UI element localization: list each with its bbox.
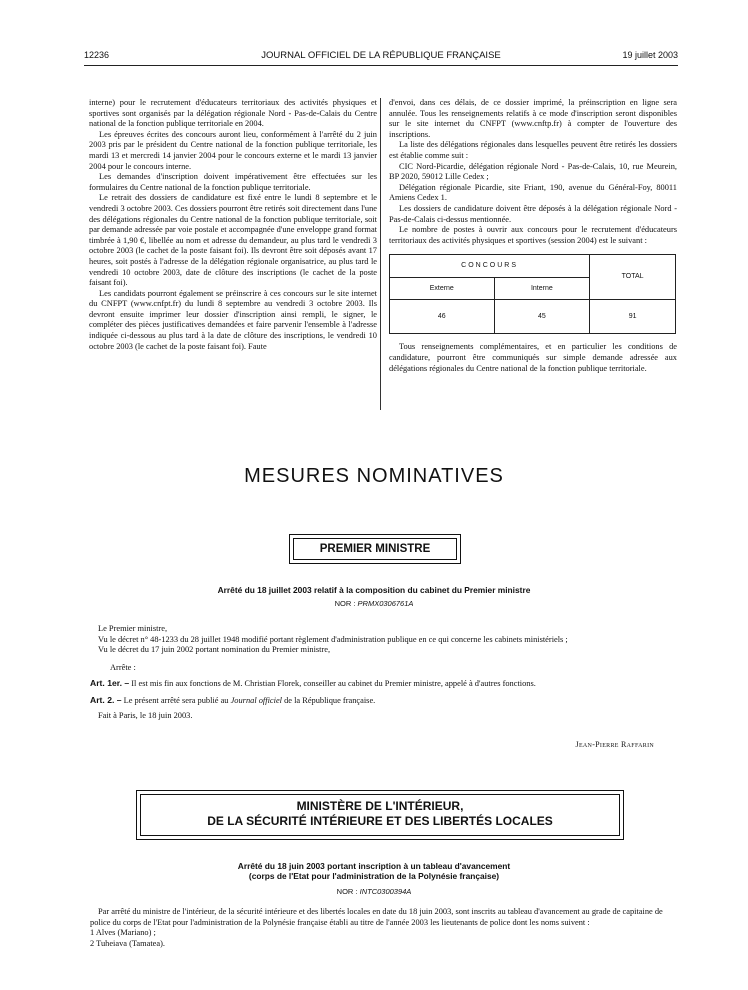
article-text: de la République française. <box>282 695 376 705</box>
arrete-word: Arrête : <box>110 662 136 672</box>
table-cell-total: 91 <box>590 300 676 334</box>
arrete-body <box>90 907 682 949</box>
paragraph: Par arrêté du ministre de l'intérieur, de la sécurité intérieure et des libertés locales en date du 18 juin 2003, sont inscrits au tableau d'avancement au grade de capitaine de police du corps de l'Etat pour l'administration de la Polynésie française établi au titre de l'année 2003 les lieutenants de police dont les noms suivent : <box>90 907 663 927</box>
journal-title: JOURNAL OFFICIEL DE LA RÉPUBLIQUE FRANÇAISE <box>261 50 501 61</box>
ministry-box-premier-ministre <box>289 534 461 564</box>
nor-code: PRMX0306761A <box>357 599 414 608</box>
paragraph: Le retrait des dossiers de candidature est fixé entre le lundi 8 septembre et le vendredi 3 octobre 2003. Ces dossiers pourront être retirés soit directement dans l'une des délégations régionales du Centre national de la fonction publique territoriale, soit par demande adressée par voie postale et accompagnée d'une enveloppe grand format timbrée à 1,90 €, libellée au nom et adresse du demandeur, au plus tard le vendredi 3 octobre 2003 (le cachet de la poste faisant foi). Ils devront être soit déposés avant 17 heures, soit postés à l'adresse de la délégation régionale organisatrice, au plus tard le vendredi 10 octobre 2003, date de clôture des inscriptions (le cachet de la poste faisant foi). <box>89 193 377 288</box>
right-column <box>389 98 677 374</box>
concours-table <box>389 254 676 334</box>
paragraph: Délégation régionale Picardie, site Friant, 190, avenue du Général-Foy, 80011 Amiens Cedex 1. <box>389 182 677 203</box>
ministry-title <box>140 794 620 836</box>
table-header-concours: CONCOURS <box>390 255 590 278</box>
article-text: Le présent arrêté sera publié au <box>121 695 231 705</box>
paragraph: La liste des délégations régionales dans lesquelles peuvent être retirés les dossiers est établie comme suit : <box>389 140 677 160</box>
table-cell-interne: 45 <box>494 300 590 334</box>
article-2 <box>90 695 682 707</box>
ministry-title-line2: DE LA SÉCURITÉ INTÉRIEURE ET DES LIBERTÉS LOCALES <box>207 814 553 828</box>
article-label: Art. 1er. – <box>90 678 130 688</box>
header-rule <box>84 65 678 66</box>
paragraph: d'envoi, dans ces délais, de ce dossier imprimé, la préinscription en ligne sera annulée. Tous les renseignements relatifs à ce mode d'inscription seront disponibles sur le site internet du CNFPT (www.cnftp.fr) à compter de l'ouverture des inscriptions. <box>389 98 677 139</box>
nor-reference <box>0 887 748 896</box>
arrete-body <box>90 624 682 722</box>
fait-line: Fait à Paris, le 18 juin 2003. <box>98 711 193 720</box>
paragraph: Les demandes d'inscription doivent impérativement être effectuées sur les formulaires du Centre national de la fonction publique territoriale. <box>89 172 377 192</box>
paragraph: Le nombre de postes à ouvrir aux concours pour le recrutement d'éducateurs territoriaux des activités physiques et sportives (session 2004) est le suivant : <box>389 225 677 245</box>
arrete-title: Arrêté du 18 juillet 2003 relatif à la composition du cabinet du Premier ministre <box>217 585 531 595</box>
section-heading: MESURES NOMINATIVES <box>244 465 504 487</box>
paragraph: Tous renseignements complémentaires, et en particulier les conditions de candidature, pourront être communiqués sur simple demande adressée aux délégations régionales du Centre national de la fonction publique territoriale. <box>389 342 677 373</box>
nor-label: NOR : <box>336 887 358 896</box>
paragraph: interne) pour le recrutement d'éducateurs territoriaux des activités physiques et sportives sont organisés par la délégation régionale Nord - Pas-de-Calais du Centre national de la fonction publique territoriale en 2004. <box>89 98 377 129</box>
table-header-interne: Interne <box>494 278 590 300</box>
page-number: 12236 <box>84 50 110 60</box>
nor-label: NOR : <box>334 599 356 608</box>
table-header-total: TOTAL <box>590 255 676 300</box>
paragraph: Les épreuves écrites des concours auront lieu, conformément à l'arrêté du 2 juin 2003 pris par le président du Centre national de la fonction publique territoriale, les mardi 13 et mercredi 14 janvier 2004 pour le concours externe et le mardi 13 janvier 2004 pour le concours interne. <box>89 129 377 171</box>
table-cell-externe: 46 <box>390 300 495 334</box>
nor-code: INTC0300394A <box>359 887 412 896</box>
article-label: Art. 2. – <box>90 694 122 705</box>
article-text: Il est mis fin aux fonctions de M. Christian Florek, conseiller au cabinet du Premier ministre, appelé à d'autres fonctions. <box>129 679 536 688</box>
paragraph: Le Premier ministre, <box>98 624 168 633</box>
article-1 <box>90 678 682 690</box>
arrete-title-line1: Arrêté du 18 juin 2003 portant inscription à un tableau d'avancement <box>237 861 511 871</box>
list-item: 1 Alves (Mariano) ; <box>90 928 156 937</box>
arrete-title-line2: (corps de l'Etat pour l'administration de la Polynésie française) <box>248 871 500 881</box>
paragraph: CIC Nord-Picardie, délégation régionale Nord - Pas-de-Calais, 10, rue Meurein, BP 2020, 59012 Lille Cedex ; <box>389 161 677 182</box>
paragraph: Les candidats pourront également se préinscrire à ces concours sur le site internet du CNFPT (www.cnfpt.fr) du lundi 8 septembre au vendredi 3 octobre 2003. Ils devront ensuite imprimer leur dossier d'inscription ainsi rempli, le signer, le compléter des pièces justificatives demandées et faire parvenir l'ensemble à l'adresse indiquée ci-dessous au plus tard à la date de clôture des inscriptions, le vendredi 10 octobre 2003 (le cachet de la poste faisant foi). Faute <box>89 288 377 351</box>
paragraph: Vu le décret du 17 juin 2002 portant nomination du Premier ministre, <box>98 645 331 654</box>
ministry-title-line1: MINISTÈRE DE L'INTÉRIEUR, <box>296 799 464 813</box>
table-header-externe: Externe <box>390 278 495 300</box>
page-header <box>84 50 678 64</box>
ministry-box-interieur <box>136 790 624 840</box>
ministry-title: PREMIER MINISTRE <box>293 538 457 560</box>
paragraph: Les dossiers de candidature doivent être déposés à la délégation régionale Nord - Pas-de-Calais ci-dessus mentionnée. <box>389 203 677 224</box>
signature: Jean-Pierre Raffarin <box>575 740 654 749</box>
journal-name: Journal officiel <box>230 695 282 705</box>
paragraph: Vu le décret n° 48-1233 du 28 juillet 1948 modifié portant règlement d'administration publique en ce qui concerne les cabinets ministériels ; <box>98 634 568 644</box>
left-column <box>89 98 377 352</box>
nor-reference <box>0 599 748 608</box>
list-item: 2 Tuheiava (Tamatea). <box>90 938 165 948</box>
column-divider <box>380 98 381 410</box>
issue-date: 19 juillet 2003 <box>622 50 678 60</box>
